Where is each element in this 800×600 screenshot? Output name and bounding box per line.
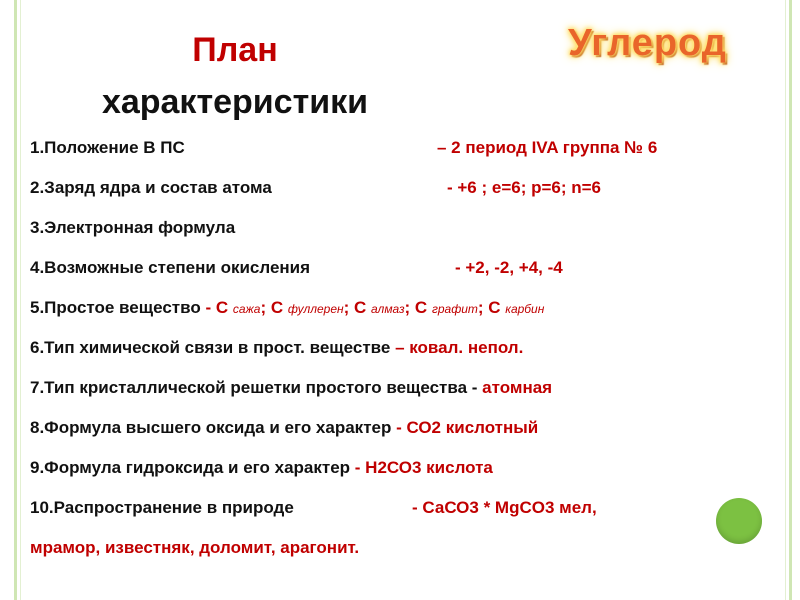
form-sep-4: ; С — [477, 298, 506, 317]
item-3 — [30, 218, 235, 238]
item-6 — [30, 338, 523, 358]
title-line1: План — [192, 31, 278, 69]
item-8-label: 8.Формула высшего оксида и его характер — [30, 418, 397, 437]
item-10-label: 10.Распространение в природе — [30, 498, 294, 517]
slide-title — [60, 24, 410, 128]
element-badge: Углерод — [568, 22, 727, 64]
form-carbyne: карбин — [505, 302, 545, 316]
title-line2: характеристики — [101, 83, 369, 121]
item-9 — [30, 458, 493, 478]
item-5-label: 5.Простое вещество — [30, 298, 206, 317]
item-4-value: - +2, -2, +4, -4 — [455, 258, 563, 277]
item-7-label: 7.Тип кристаллической решетки простого вещества - — [30, 378, 483, 397]
item-8 — [30, 418, 538, 438]
item-10-value-cont: мрамор, известняк, доломит, арагонит. — [30, 538, 360, 557]
item-7-value: атомная — [482, 378, 553, 397]
item-4 — [30, 258, 310, 278]
item-6-value: – ковал. непол. — [395, 338, 524, 357]
item-1-value: – 2 период IVA группа № 6 — [437, 138, 658, 157]
item-5 — [30, 298, 544, 318]
item-3-label: 3.Электронная формула — [30, 218, 236, 237]
form-diamond: алмаз — [371, 302, 405, 316]
form-graphite: графит — [431, 302, 478, 316]
item-10-value: - СаСО3 * MgCO3 мел, — [412, 498, 597, 517]
item-2-label: 2.Заряд ядра и состав атома — [30, 178, 272, 197]
item-2 — [30, 178, 272, 198]
item-6-label: 6.Тип химической связи в прост. веществе — [30, 338, 396, 357]
item-10 — [30, 498, 294, 518]
item-9-value: - Н2СО3 кислота — [354, 458, 493, 477]
item-4-label: 4.Возможные степени окисления — [30, 258, 311, 277]
form-sep-1: ; С — [260, 298, 288, 317]
green-circle-decoration — [716, 498, 762, 544]
item-1-label: 1.Положение В ПС — [30, 138, 185, 157]
item-7 — [30, 378, 552, 398]
form-sep-3: ; С — [404, 298, 432, 317]
form-sep-2: ; С — [343, 298, 372, 317]
item-2-value: - +6 ; е=6; р=6; n=6 — [447, 178, 602, 197]
item-8-value: - СО2 кислотный — [396, 418, 539, 437]
item-1 — [30, 138, 185, 158]
form-fullerene: фуллерен — [287, 302, 344, 316]
item-9-label: 9.Формула гидроксида и его характер — [30, 458, 355, 477]
item-5-dash: - С — [205, 298, 233, 317]
form-soot: сажа — [232, 302, 261, 316]
